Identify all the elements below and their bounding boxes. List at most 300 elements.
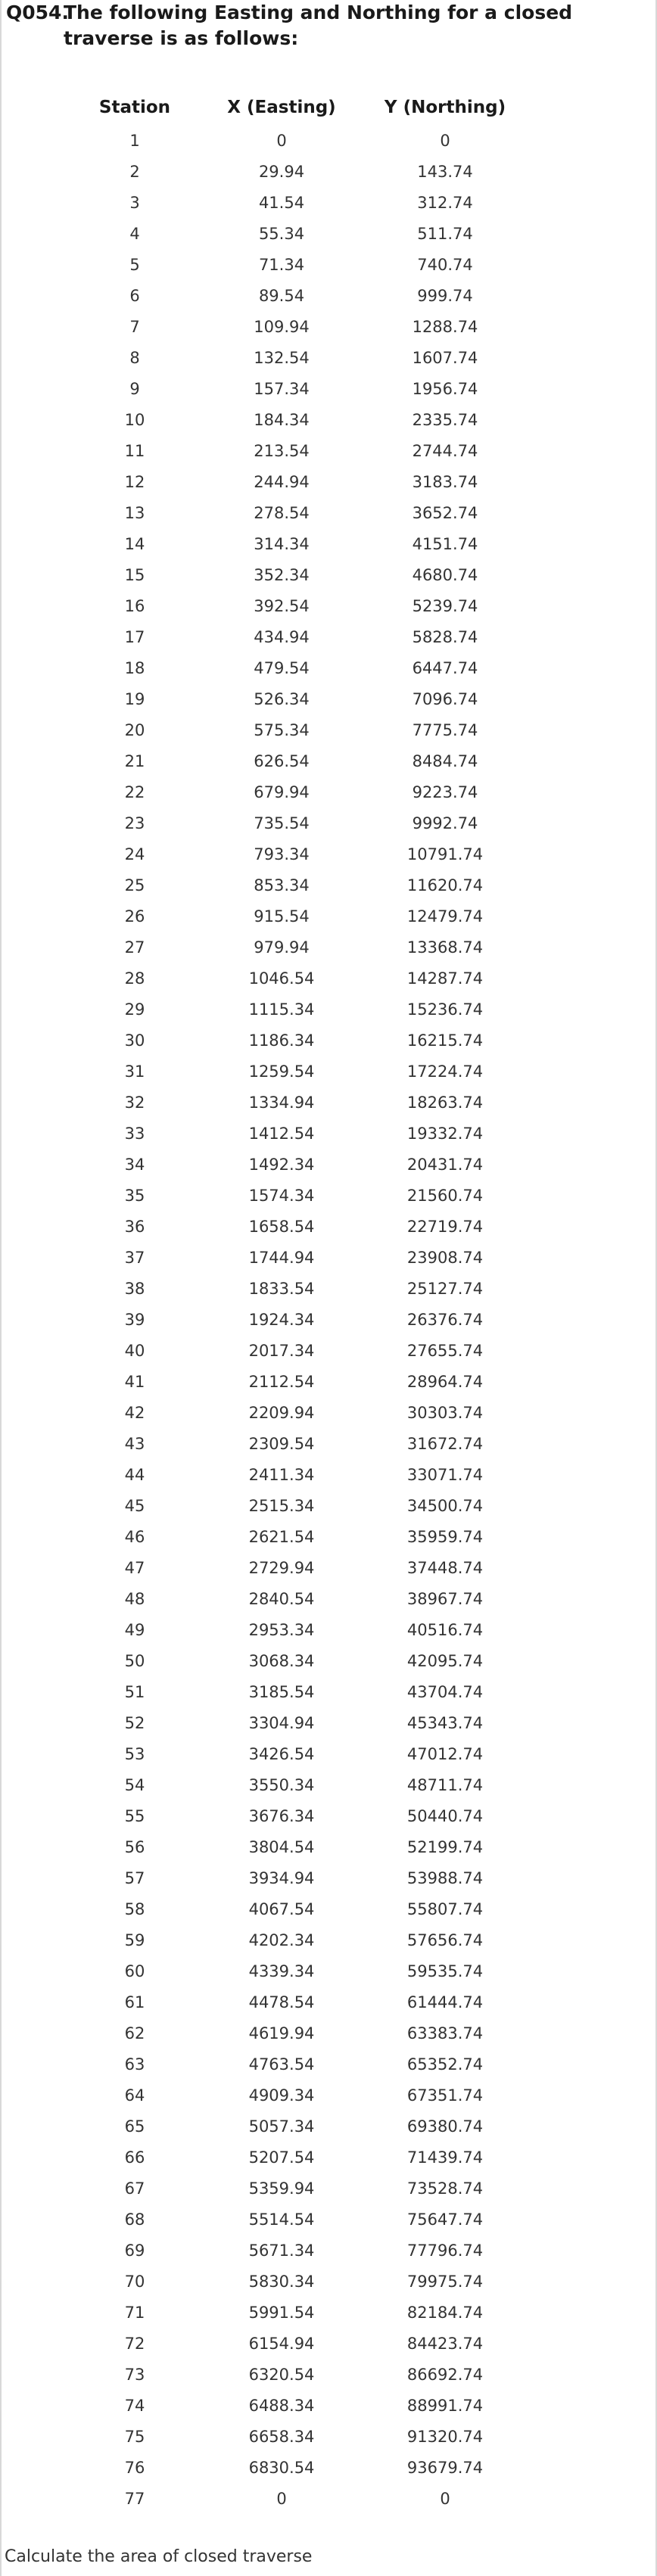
northing-cell: 999.74: [417, 286, 473, 305]
table-row: [64, 2483, 533, 2514]
easting-cell: 1334.94: [248, 1093, 315, 1112]
easting-cell: 3676.34: [248, 1806, 315, 1825]
northing-cell: 37448.74: [406, 1558, 484, 1577]
northing-cell: 43704.74: [406, 1682, 484, 1701]
station-cell: 47: [124, 1558, 145, 1577]
easting-cell: 1115.34: [248, 1000, 315, 1019]
northing-cell: 9223.74: [412, 782, 478, 801]
table-row: [64, 187, 533, 218]
northing-cell: 82184.74: [406, 2303, 484, 2322]
table-row: [64, 373, 533, 404]
easting-cell: 71.34: [258, 255, 305, 274]
easting-cell: 979.94: [254, 938, 310, 957]
station-cell: 49: [124, 1620, 145, 1639]
easting-cell: 2515.34: [248, 1496, 315, 1515]
table-row: [64, 1645, 533, 1676]
table-row: [64, 218, 533, 249]
northing-cell: 55807.74: [406, 1899, 484, 1918]
easting-cell: 735.54: [254, 814, 310, 832]
easting-cell: 6830.54: [248, 2458, 315, 2477]
easting-cell: 1924.34: [248, 1310, 315, 1329]
station-cell: 43: [124, 1434, 145, 1453]
station-cell: 6: [129, 286, 140, 305]
easting-cell: 4619.94: [248, 2024, 315, 2042]
station-cell: 56: [124, 1837, 145, 1856]
easting-cell: 2840.54: [248, 1589, 315, 1608]
northing-cell: 30303.74: [406, 1403, 484, 1422]
easting-cell: 1492.34: [248, 1155, 315, 1174]
table-row: [64, 435, 533, 466]
table-row: [64, 714, 533, 745]
easting-cell: 4339.34: [248, 1962, 315, 1980]
easting-cell: 3426.54: [248, 1744, 315, 1763]
station-cell: 44: [124, 1465, 145, 1484]
northing-cell: 1956.74: [412, 379, 478, 398]
table-row: [64, 1056, 533, 1087]
station-cell: 3: [129, 193, 140, 212]
table-row: [64, 1025, 533, 1056]
table-row: [64, 1769, 533, 1800]
station-cell: 13: [124, 503, 145, 522]
easting-cell: 3185.54: [248, 1682, 315, 1701]
station-cell: 52: [124, 1713, 145, 1732]
station-cell: 11: [124, 441, 145, 460]
station-cell: 17: [124, 627, 145, 646]
station-cell: 63: [124, 2055, 145, 2074]
table-row: [64, 404, 533, 435]
easting-cell: 2017.34: [248, 1341, 315, 1360]
easting-cell: 2209.94: [248, 1403, 315, 1422]
table-row: [64, 1118, 533, 1149]
easting-cell: 3804.54: [248, 1837, 315, 1856]
table-row: [64, 249, 533, 280]
station-cell: 22: [124, 782, 145, 801]
station-cell: 24: [124, 845, 145, 863]
table-row: [64, 1335, 533, 1366]
table-row: [64, 1676, 533, 1707]
station-cell: 41: [124, 1372, 145, 1391]
northing-cell: 84423.74: [406, 2334, 484, 2353]
northing-cell: 57656.74: [406, 1930, 484, 1949]
easting-cell: 6658.34: [248, 2427, 315, 2446]
northing-cell: 69380.74: [406, 2117, 484, 2136]
table-row: [64, 1459, 533, 1490]
northing-cell: 38967.74: [406, 1589, 484, 1608]
table-row: [64, 1552, 533, 1583]
northing-cell: 45343.74: [406, 1713, 484, 1732]
table-row: [64, 2328, 533, 2359]
station-cell: 37: [124, 1248, 145, 1267]
table-row: [64, 1242, 533, 1273]
northing-cell: 18263.74: [406, 1093, 484, 1112]
station-cell: 23: [124, 814, 145, 832]
table-row: [64, 528, 533, 559]
table-row: [64, 559, 533, 590]
table-row: [64, 683, 533, 714]
northing-cell: 63383.74: [406, 2024, 484, 2042]
table-row: [64, 2049, 533, 2080]
easting-cell: 2729.94: [248, 1558, 315, 1577]
northing-cell: 1607.74: [412, 348, 478, 367]
northing-cell: 20431.74: [406, 1155, 484, 1174]
station-cell: 34: [124, 1155, 145, 1174]
northing-cell: 26376.74: [406, 1310, 484, 1329]
easting-cell: 2309.54: [248, 1434, 315, 1453]
easting-cell: 1046.54: [248, 969, 315, 988]
northing-cell: 47012.74: [406, 1744, 484, 1763]
northing-cell: 7775.74: [412, 720, 478, 739]
northing-cell: 59535.74: [406, 1962, 484, 1980]
easting-cell: 6320.54: [248, 2365, 315, 2384]
northing-cell: 31672.74: [406, 1434, 484, 1453]
northing-cell: 8484.74: [412, 751, 478, 770]
table-row: [64, 497, 533, 528]
station-cell: 75: [124, 2427, 145, 2446]
easting-cell: 5207.54: [248, 2148, 315, 2167]
easting-cell: 3068.34: [248, 1651, 315, 1670]
station-cell: 38: [124, 1279, 145, 1298]
station-cell: 74: [124, 2396, 145, 2415]
easting-cell: 434.94: [254, 627, 310, 646]
table-row: [64, 1862, 533, 1893]
table-row: [64, 1831, 533, 1862]
station-cell: 28: [124, 969, 145, 988]
northing-cell: 15236.74: [406, 1000, 484, 1019]
northing-cell: 312.74: [417, 193, 473, 212]
northing-cell: 35959.74: [406, 1527, 484, 1546]
easting-cell: 132.54: [254, 348, 310, 367]
northing-cell: 91320.74: [406, 2427, 484, 2446]
table-row: [64, 932, 533, 963]
table-row: [64, 1800, 533, 1831]
header-easting: X (Easting): [227, 98, 336, 117]
table-row: [64, 1521, 533, 1552]
table-row: [64, 1397, 533, 1428]
question-prompt: Calculate the area of closed traverse: [5, 2547, 313, 2566]
easting-cell: 2411.34: [248, 1465, 315, 1484]
northing-cell: 11620.74: [406, 876, 484, 894]
table-row: [64, 1211, 533, 1242]
northing-cell: 42095.74: [406, 1651, 484, 1670]
table-row: [64, 156, 533, 187]
traverse-coordinates-table: [64, 90, 533, 2514]
station-cell: 7: [129, 317, 140, 336]
table-row: [64, 2235, 533, 2266]
table-row: [64, 1583, 533, 1614]
station-cell: 5: [129, 255, 140, 274]
station-cell: 19: [124, 689, 145, 708]
table-row: [64, 652, 533, 683]
station-cell: 64: [124, 2086, 145, 2105]
station-cell: 46: [124, 1527, 145, 1546]
easting-cell: 5514.54: [248, 2210, 315, 2229]
station-cell: 1: [129, 131, 140, 150]
easting-cell: 1574.34: [248, 1186, 315, 1205]
station-cell: 65: [124, 2117, 145, 2136]
station-cell: 29: [124, 1000, 145, 1019]
northing-cell: 5828.74: [412, 627, 478, 646]
easting-cell: 3934.94: [248, 1868, 315, 1887]
table-row: [64, 807, 533, 838]
northing-cell: 14287.74: [406, 969, 484, 988]
table-row: [64, 311, 533, 342]
table-row: [64, 1149, 533, 1180]
table-row: [64, 280, 533, 311]
station-cell: 71: [124, 2303, 145, 2322]
table-row: [64, 1428, 533, 1459]
easting-cell: 575.34: [254, 720, 310, 739]
northing-cell: 12479.74: [406, 907, 484, 926]
table-row: [64, 745, 533, 776]
northing-cell: 9992.74: [412, 814, 478, 832]
easting-cell: 55.34: [258, 224, 305, 243]
northing-cell: 28964.74: [406, 1372, 484, 1391]
northing-cell: 0: [440, 2489, 450, 2508]
northing-cell: 93679.74: [406, 2458, 484, 2477]
question-heading: [6, 0, 612, 51]
northing-cell: 3652.74: [412, 503, 478, 522]
station-cell: 57: [124, 1868, 145, 1887]
easting-cell: 2953.34: [248, 1620, 315, 1639]
easting-cell: 5671.34: [248, 2241, 315, 2260]
easting-cell: 6488.34: [248, 2396, 315, 2415]
question-number: Q054.: [6, 2, 69, 23]
station-cell: 70: [124, 2272, 145, 2291]
station-cell: 10: [124, 410, 145, 429]
northing-cell: 4680.74: [412, 565, 478, 584]
northing-cell: 86692.74: [406, 2365, 484, 2384]
table-row: [64, 2173, 533, 2204]
easting-cell: 109.94: [254, 317, 310, 336]
station-cell: 60: [124, 1962, 145, 1980]
northing-cell: 143.74: [417, 162, 473, 181]
table-row: [64, 870, 533, 901]
table-row: [64, 776, 533, 807]
easting-cell: 526.34: [254, 689, 310, 708]
table-row: [64, 2266, 533, 2297]
northing-cell: 52199.74: [406, 1837, 484, 1856]
page-left-border: [0, 0, 2, 2576]
table-row: [64, 2452, 533, 2483]
station-cell: 32: [124, 1093, 145, 1112]
station-cell: 76: [124, 2458, 145, 2477]
easting-cell: 89.54: [258, 286, 305, 305]
easting-cell: 4202.34: [248, 1930, 315, 1949]
easting-cell: 5830.34: [248, 2272, 315, 2291]
station-cell: 66: [124, 2148, 145, 2167]
easting-cell: 3304.94: [248, 1713, 315, 1732]
table-row: [64, 2204, 533, 2235]
northing-cell: 67351.74: [406, 2086, 484, 2105]
station-cell: 69: [124, 2241, 145, 2260]
easting-cell: 4763.54: [248, 2055, 315, 2074]
station-cell: 31: [124, 1062, 145, 1081]
station-cell: 61: [124, 1993, 145, 2011]
station-cell: 58: [124, 1899, 145, 1918]
northing-cell: 7096.74: [412, 689, 478, 708]
northing-cell: 34500.74: [406, 1496, 484, 1515]
table-row: [64, 838, 533, 870]
station-cell: 12: [124, 472, 145, 491]
easting-cell: 5057.34: [248, 2117, 315, 2136]
station-cell: 62: [124, 2024, 145, 2042]
header-northing: Y (Northing): [384, 98, 506, 117]
station-cell: 35: [124, 1186, 145, 1205]
table-row: [64, 1707, 533, 1738]
table-row: [64, 1893, 533, 1924]
table-row: [64, 2390, 533, 2421]
table-row: [64, 1180, 533, 1211]
easting-cell: 2621.54: [248, 1527, 315, 1546]
easting-cell: 278.54: [254, 503, 310, 522]
table-row: [64, 2359, 533, 2390]
station-cell: 4: [129, 224, 140, 243]
station-cell: 25: [124, 876, 145, 894]
station-cell: 42: [124, 1403, 145, 1422]
table-row: [64, 2142, 533, 2173]
station-cell: 50: [124, 1651, 145, 1670]
easting-cell: 157.34: [254, 379, 310, 398]
station-cell: 54: [124, 1775, 145, 1794]
northing-cell: 19332.74: [406, 1124, 484, 1143]
easting-cell: 915.54: [254, 907, 310, 926]
northing-cell: 4151.74: [412, 534, 478, 553]
station-cell: 2: [129, 162, 140, 181]
station-cell: 18: [124, 658, 145, 677]
header-station: Station: [98, 98, 171, 117]
easting-cell: 41.54: [258, 193, 305, 212]
easting-cell: 352.34: [254, 565, 310, 584]
northing-cell: 3183.74: [412, 472, 478, 491]
station-cell: 15: [124, 565, 145, 584]
easting-cell: 0: [276, 2489, 287, 2508]
northing-cell: 10791.74: [406, 845, 484, 863]
table-row: [64, 1490, 533, 1521]
table-row: [64, 466, 533, 497]
northing-cell: 1288.74: [412, 317, 478, 336]
table-row: [64, 2297, 533, 2328]
station-cell: 27: [124, 938, 145, 957]
table-row: [64, 125, 533, 156]
station-cell: 45: [124, 1496, 145, 1515]
easting-cell: 29.94: [258, 162, 305, 181]
northing-cell: 50440.74: [406, 1806, 484, 1825]
northing-cell: 2335.74: [412, 410, 478, 429]
northing-cell: 48711.74: [406, 1775, 484, 1794]
northing-cell: 511.74: [417, 224, 473, 243]
northing-cell: 25127.74: [406, 1279, 484, 1298]
northing-cell: 71439.74: [406, 2148, 484, 2167]
northing-cell: 13368.74: [406, 938, 484, 957]
easting-cell: 4067.54: [248, 1899, 315, 1918]
table-row: [64, 590, 533, 621]
station-cell: 40: [124, 1341, 145, 1360]
table-row: [64, 1955, 533, 1986]
question-text-line-2: traverse is as follows:: [64, 27, 299, 49]
station-cell: 21: [124, 751, 145, 770]
northing-cell: 73528.74: [406, 2179, 484, 2198]
table-row: [64, 1366, 533, 1397]
northing-cell: 27655.74: [406, 1341, 484, 1360]
easting-cell: 853.34: [254, 876, 310, 894]
easting-cell: 0: [276, 131, 287, 150]
table-row: [64, 1087, 533, 1118]
easting-cell: 184.34: [254, 410, 310, 429]
station-cell: 77: [124, 2489, 145, 2508]
northing-cell: 22719.74: [406, 1217, 484, 1236]
northing-cell: 0: [440, 131, 450, 150]
northing-cell: 21560.74: [406, 1186, 484, 1205]
northing-cell: 40516.74: [406, 1620, 484, 1639]
easting-cell: 626.54: [254, 751, 310, 770]
northing-cell: 65352.74: [406, 2055, 484, 2074]
northing-cell: 77796.74: [406, 2241, 484, 2260]
northing-cell: 53988.74: [406, 1868, 484, 1887]
easting-cell: 244.94: [254, 472, 310, 491]
northing-cell: 16215.74: [406, 1031, 484, 1050]
easting-cell: 1186.34: [248, 1031, 315, 1050]
easting-cell: 679.94: [254, 782, 310, 801]
easting-cell: 5359.94: [248, 2179, 315, 2198]
station-cell: 48: [124, 1589, 145, 1608]
station-cell: 72: [124, 2334, 145, 2353]
table-row: [64, 1614, 533, 1645]
easting-cell: 4478.54: [248, 1993, 315, 2011]
easting-cell: 213.54: [254, 441, 310, 460]
station-cell: 26: [124, 907, 145, 926]
station-cell: 9: [129, 379, 140, 398]
northing-cell: 5239.74: [412, 596, 478, 615]
easting-cell: 6154.94: [248, 2334, 315, 2353]
station-cell: 33: [124, 1124, 145, 1143]
station-cell: 51: [124, 1682, 145, 1701]
easting-cell: 4909.34: [248, 2086, 315, 2105]
station-cell: 14: [124, 534, 145, 553]
northing-cell: 23908.74: [406, 1248, 484, 1267]
table-header-row: [64, 90, 533, 125]
northing-cell: 17224.74: [406, 1062, 484, 1081]
station-cell: 16: [124, 596, 145, 615]
question-line-1: [6, 0, 612, 26]
easting-cell: 2112.54: [248, 1372, 315, 1391]
station-cell: 53: [124, 1744, 145, 1763]
question-text-line-1: The following Easting and Northing for a closed: [64, 2, 573, 23]
table-row: [64, 963, 533, 994]
station-cell: 67: [124, 2179, 145, 2198]
station-cell: 8: [129, 348, 140, 367]
easting-cell: 5991.54: [248, 2303, 315, 2322]
table-row: [64, 2421, 533, 2452]
table-row: [64, 621, 533, 652]
station-cell: 73: [124, 2365, 145, 2384]
northing-cell: 79975.74: [406, 2272, 484, 2291]
northing-cell: 740.74: [417, 255, 473, 274]
easting-cell: 314.34: [254, 534, 310, 553]
northing-cell: 88991.74: [406, 2396, 484, 2415]
easting-cell: 793.34: [254, 845, 310, 863]
table-row: [64, 1738, 533, 1769]
easting-cell: 1744.94: [248, 1248, 315, 1267]
station-cell: 36: [124, 1217, 145, 1236]
northing-cell: 33071.74: [406, 1465, 484, 1484]
table-row: [64, 1986, 533, 2018]
table-row: [64, 901, 533, 932]
table-row: [64, 2080, 533, 2111]
station-cell: 30: [124, 1031, 145, 1050]
easting-cell: 1259.54: [248, 1062, 315, 1081]
easting-cell: 1833.54: [248, 1279, 315, 1298]
table-row: [64, 2018, 533, 2049]
